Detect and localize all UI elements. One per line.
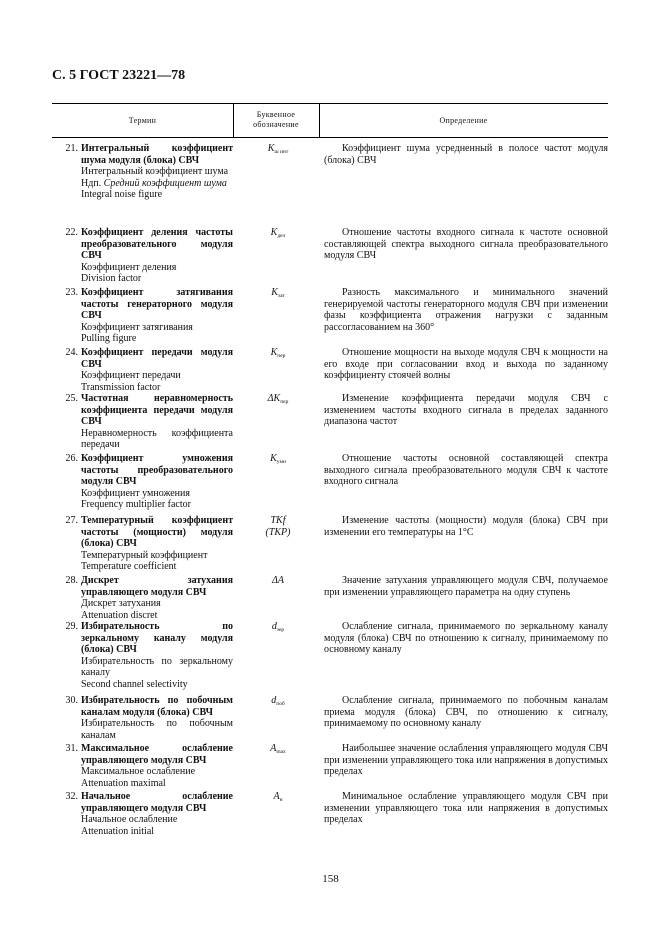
entry-term — [81, 575, 233, 621]
entry-term-main: Коэффициент затягивания частоты генераторного модуля СВЧ — [81, 287, 233, 322]
entry-definition: Коэффициент шума усредненный в полосе частот модуля (блока) СВЧ — [324, 143, 608, 166]
entry-symbol-line — [240, 743, 316, 759]
entry-term-english: Attenuation initial — [81, 825, 155, 837]
entry-symbol — [240, 453, 316, 469]
entry-symbol-base: A — [270, 743, 277, 754]
entry-term — [81, 393, 233, 451]
entry-term-english: Temperature coefficient — [81, 561, 177, 573]
entry-symbol-base: K — [270, 453, 277, 464]
entry-symbol-line — [240, 515, 316, 527]
entry-definition: Наибольшее значение ослабления управляющего модуля СВЧ при изменении управляющего тока или напряжения в допустимых пределах — [324, 743, 608, 778]
entry-term-main: Температурный коэффициент частоты (мощности) модуля (блока) СВЧ — [81, 515, 233, 550]
column-header-symbol — [233, 110, 319, 130]
entry-definition: Минимальное ослабление управляющего модуля СВЧ при изменении управляющего тока или напряжения в допустимых пределах — [324, 791, 608, 826]
entry-term — [81, 287, 233, 345]
entry-symbol — [240, 515, 316, 538]
entry-symbol-line — [240, 695, 316, 711]
entry-symbol-line — [240, 393, 316, 409]
entry-term — [81, 347, 233, 393]
entry-symbol-base: K — [270, 347, 278, 358]
entry-symbol-subscript: зат — [277, 293, 285, 299]
column-header-definition: Определение — [439, 116, 488, 125]
entry-term — [81, 143, 233, 201]
table-top-rule — [52, 103, 608, 104]
entry-term-main: Максимальное ослабление управляющего модуля СВЧ — [81, 743, 233, 766]
table-header-bottom-rule — [52, 137, 608, 138]
entry-term-short: Максимальное ослабление — [81, 766, 196, 778]
entry-term — [81, 453, 233, 511]
entry-symbol-base: d — [271, 621, 277, 632]
entry-symbol-base: K — [270, 227, 278, 238]
entry-definition: Разность максимального и минимального значений генерируемой частоты генераторного модуля СВЧ при изменении фазы коэффициента отражения нагрузки с заданным рассогласованием на 360° — [324, 287, 608, 333]
entry-term-main: Избирательность по побочным каналам модуля (блока) СВЧ — [81, 695, 233, 718]
entry-symbol — [240, 621, 316, 637]
entry-number: 28. — [65, 575, 78, 586]
entry-term-ndp — [81, 178, 233, 190]
entry-term-short: Температурный коэффициент — [81, 549, 208, 561]
entry-term-short: Коэффициент умножения — [81, 487, 190, 499]
entry-term-english: Integral noise figure — [81, 189, 163, 201]
entry-number: 31. — [65, 743, 78, 754]
entry-term-short: Начальное ослабление — [81, 814, 178, 826]
entry-number: 30. — [65, 695, 78, 706]
entry-term-english: Division factor — [81, 273, 142, 285]
entry-definition: Ослабление сигнала, принимаемого по зеркальному каналу модуля (блока) СВЧ по отношению к сигналу, принимаемому по основному каналу — [324, 621, 608, 656]
entry-number: 22. — [65, 227, 78, 238]
entry-symbol-subscript: max — [276, 749, 286, 755]
page-number: 158 — [322, 873, 339, 885]
entry-symbol-subscript: ш инт — [274, 149, 289, 155]
entry-symbol-line — [240, 575, 316, 587]
entry-symbol — [240, 743, 316, 759]
entry-definition: Ослабление сигнала, принимаемого по побочным каналам приема модуля (блока) СВЧ, по отношению к сигналу, принимаемому по основному каналу — [324, 695, 608, 730]
column-header-term: Термин — [128, 116, 157, 125]
entry-term-short: Коэффициент передачи — [81, 370, 181, 382]
entry-symbol — [240, 575, 316, 587]
entry-term-short: Коэффициент затягивания — [81, 321, 193, 333]
entry-symbol — [240, 287, 316, 303]
entry-symbol-base: K — [271, 287, 278, 298]
entry-term — [81, 621, 233, 691]
entry-definition: Отношение мощности на выходе модуля СВЧ к мощности на его входе при согласовании вход и выхода по заданному коэффициенту стоячей волны — [324, 347, 608, 382]
entry-term-english: Attenuation discret — [81, 609, 158, 621]
entry-symbol-base: A — [273, 791, 280, 802]
entry-term-english: Second channel selectivity — [81, 678, 188, 690]
entry-symbol-subscript: зер — [276, 627, 285, 633]
entry-symbol-subscript: поб — [276, 701, 285, 707]
entry-symbol-line — [240, 621, 316, 637]
entry-term — [81, 227, 233, 285]
entry-symbol-subscript: пер — [277, 353, 286, 359]
entry-symbol-base: K — [267, 143, 275, 154]
entry-number: 27. — [65, 515, 78, 526]
entry-symbol-line2: (TKP) — [265, 526, 291, 538]
entry-term-english: Transmission factor — [81, 381, 161, 393]
entry-term-main: Коэффициент передачи модуля СВЧ — [81, 347, 233, 370]
entry-number: 23. — [65, 287, 78, 298]
entry-symbol-subscript: пер — [280, 399, 289, 405]
entry-term-short: Избирательность по побочным каналам — [81, 718, 233, 741]
entry-definition: Изменение коэффициента передачи модуля СВЧ с изменением частоты входного сигнала в пределах заданного диапазона частот — [324, 393, 608, 428]
entry-symbol-line — [240, 453, 316, 469]
entry-symbol-base: TKf — [270, 515, 286, 526]
entry-number: 25. — [65, 393, 78, 404]
entry-definition: Отношение частоты входного сигнала к частоте основной составляющей спектра выходного сигнала преобразовательного модуля СВЧ — [324, 227, 608, 262]
entry-term-main: Частотная неравномерность коэффициента передачи модуля СВЧ — [81, 393, 233, 428]
entry-symbol-base: ΔA — [272, 575, 284, 586]
entry-term — [81, 791, 233, 837]
entry-term-short: Неравномерность коэффициента передачи — [81, 427, 233, 451]
column-header-symbol-line2: обозначение — [253, 120, 299, 129]
entry-symbol-line — [240, 143, 316, 159]
entry-definition: Значение затухания управляющего модуля СВЧ, получаемое при изменении управляющего параметра на одну ступень — [324, 575, 608, 598]
entry-number: 29. — [65, 621, 78, 632]
entry-symbol-line — [240, 347, 316, 363]
entry-symbol-subscript: умн — [276, 459, 286, 465]
entry-number: 26. — [65, 453, 78, 464]
entry-term-main: Коэффициент умножения частоты преобразовательного модуля СВЧ — [81, 453, 233, 488]
entry-term-ndp-prefix: Ндп. — [81, 177, 104, 189]
entry-term-ndp-term: Средний коэффициент шума — [103, 177, 227, 189]
entry-symbol — [240, 695, 316, 711]
entry-term-main: Коэффициент деления частоты преобразовательного модуля СВЧ — [81, 227, 233, 262]
entry-symbol — [240, 347, 316, 363]
entry-number: 21. — [65, 143, 78, 154]
entry-symbol — [240, 393, 316, 409]
entry-term — [81, 695, 233, 741]
entry-term-english: Attenuation maximal — [81, 777, 166, 789]
entry-definition: Изменение частоты (мощности) модуля (блока) СВЧ при изменении его температуры на 1°С — [324, 515, 608, 538]
entry-symbol-line — [240, 791, 316, 807]
entry-symbol-line — [240, 227, 316, 243]
entry-term-short: Дискрет затухания — [81, 598, 161, 610]
entry-definition: Отношение частоты основной составляющей спектра выходного сигнала преобразовательного модуля СВЧ к частоте входного сигнала — [324, 453, 608, 488]
entry-term-short: Избирательность по зеркальному каналу — [81, 655, 233, 679]
entry-symbol-base: ΔK — [267, 393, 281, 404]
entry-symbol — [240, 791, 316, 807]
entry-symbol-subscript: н — [279, 797, 283, 803]
entry-term-main: Начальное ослабление управляющего модуля СВЧ — [81, 791, 233, 814]
entry-term-english: Frequency multiplier factor — [81, 499, 191, 511]
entry-number: 32. — [65, 791, 78, 802]
entry-term-english: Pulling figure — [81, 333, 137, 345]
entry-symbol — [240, 227, 316, 243]
entry-term-main: Дискрет затухания управляющего модуля СВЧ — [81, 575, 233, 598]
entry-symbol-subscript: дел — [277, 233, 286, 239]
column-header-symbol-line1: Буквенное — [256, 110, 296, 119]
entry-symbol-line — [240, 287, 316, 303]
entry-symbol — [240, 143, 316, 159]
page-header-title: С. 5 ГОСТ 23221—78 — [52, 68, 186, 83]
entry-term-short: Коэффициент деления — [81, 261, 177, 273]
entry-term-main: Избирательность по зеркальному каналу модуля (блока) СВЧ — [81, 621, 233, 656]
entry-term — [81, 515, 233, 573]
entry-term-short: Интегральный коэффициент шума — [81, 166, 229, 178]
entry-symbol-base: d — [271, 695, 277, 706]
entry-term — [81, 743, 233, 789]
entry-number: 24. — [65, 347, 78, 358]
entry-term-main: Интегральный коэффициент шума модуля (блока) СВЧ — [81, 143, 233, 166]
